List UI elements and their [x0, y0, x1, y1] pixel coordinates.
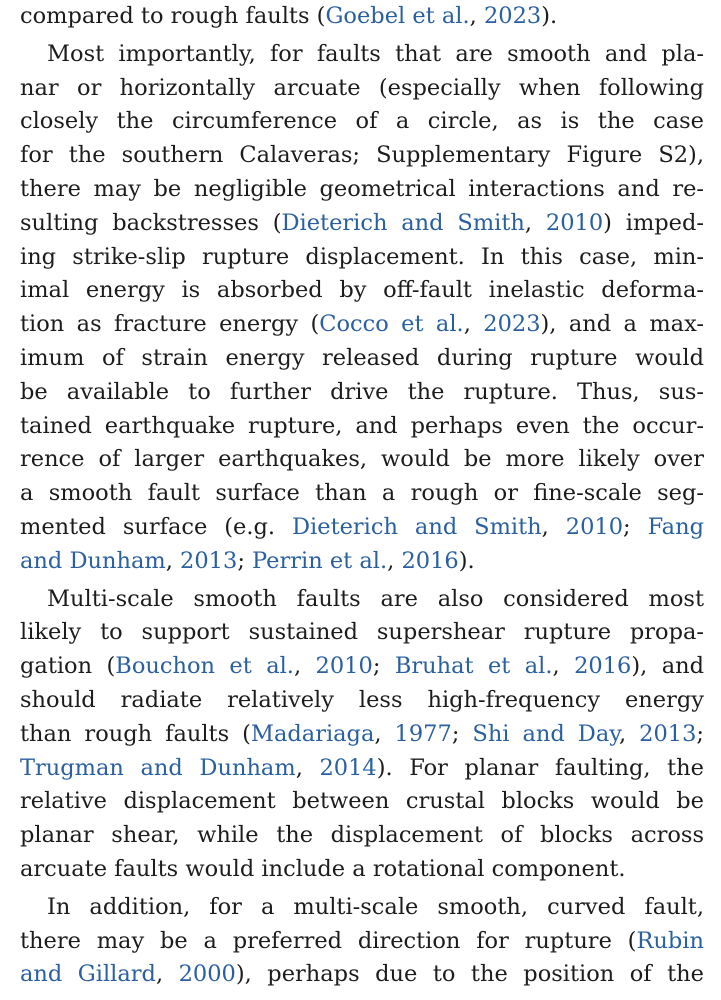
paragraph-preferred-direction [20, 891, 704, 992]
citation-year-link[interactable]: 2016 [401, 547, 459, 574]
text-line: Multi-scale smooth faults are also considered most [47, 585, 704, 612]
paragraph-multiscale-faults [20, 583, 704, 887]
text-line: should radiate relatively less high-frequency energy [20, 686, 704, 713]
citation-cocco-2023[interactable]: Cocco et al. [319, 311, 464, 338]
citation-fang-dunham-2013[interactable]: and Dunham [20, 547, 166, 574]
citation-madariaga-1977[interactable]: Madariaga [250, 720, 375, 747]
document-page [20, 0, 704, 992]
text-line: ing strike-slip rupture displacement. In this case, min- [20, 243, 704, 270]
citation-perrin-2016[interactable]: Perrin et al. [252, 547, 388, 574]
text-line: be available to further drive the rupture. Thus, sus- [20, 378, 704, 405]
citation-dieterich-smith-2010[interactable]: Dieterich and Smith [292, 513, 542, 540]
text-line: rence of larger earthquakes, would be more likely over [20, 446, 704, 473]
citation-year-link[interactable]: 2013 [180, 547, 238, 574]
text-line: compared to rough faults (Goebel et al., 2023). [20, 3, 558, 29]
text-line: a smooth fault surface than a rough or fine-scale seg- [20, 480, 704, 507]
citation-fang-dunham-2013[interactable]: Fang [647, 513, 704, 540]
text-line: Most importantly, for faults that are smooth and pla- [47, 40, 704, 67]
text-line: tained earthquake rupture, and perhaps even the occur- [20, 412, 704, 439]
citation-year-link[interactable]: 2010 [545, 209, 604, 236]
citation-year-link[interactable]: 2016 [574, 653, 632, 680]
text-line: relative displacement between crustal blocks would be [20, 788, 704, 815]
citation-trugman-dunham-2014[interactable]: Trugman and Dunham [20, 754, 296, 781]
text-line: likely to support sustained supershear rupture propa- [20, 619, 704, 646]
citation-year-link[interactable]: 2010 [565, 513, 624, 540]
text-line: and Dunham, 2013; Perrin et al., 2016). [20, 547, 475, 574]
citation-rubin-gillard-2000[interactable]: and Gillard [20, 961, 156, 988]
text-line: and Gillard, 2000), perhaps due to the position of the [20, 961, 704, 988]
citation-bruhat-2016[interactable]: Bruhat et al. [394, 653, 553, 680]
text-line: planar shear, while the displacement of blocks across [20, 822, 704, 849]
citation-year-link[interactable]: 2010 [315, 653, 373, 680]
text-line: imal energy is absorbed by off-fault inelastic deforma- [20, 277, 704, 304]
paragraph-smooth-faults [20, 38, 704, 579]
text-line: imum of strain energy released during rupture would [20, 344, 704, 371]
text-line: for the southern Calaveras; Supplementary Figure S2), [20, 142, 704, 169]
citation-year-link[interactable]: 2014 [319, 754, 377, 781]
citation-rubin-gillard-2000[interactable]: Rubin [636, 927, 704, 954]
citation-shi-day-2013[interactable]: Shi and Day [472, 720, 619, 747]
citation-year-link[interactable]: 2000 [178, 961, 236, 988]
citation-year-link[interactable]: 2013 [639, 720, 697, 747]
citation-goebel-2023[interactable]: Goebel et al. [325, 3, 470, 29]
citation-year-link[interactable]: 2023 [483, 311, 541, 338]
text-line: arcuate faults would include a rotational component. [20, 855, 626, 882]
text-line: In addition, for a multi-scale smooth, curved fault, [47, 893, 704, 920]
text-line: mented surface (e.g. Dieterich and Smith, 2010; Fang [20, 513, 704, 540]
text-line: sulting backstresses (Dieterich and Smith, 2010) imped- [20, 209, 705, 236]
text-line: closely the circumference of a circle, as is the case [20, 108, 704, 135]
text-line: nar or horizontally arcuate (especially when following [20, 74, 704, 101]
text-line: gation (Bouchon et al., 2010; Bruhat et al., 2016), and [20, 653, 705, 680]
text-line: there may be a preferred direction for rupture (Rubin [20, 927, 704, 954]
citation-bouchon-2010[interactable]: Bouchon et al. [115, 653, 294, 680]
citation-year-link[interactable]: 1977 [394, 720, 452, 747]
text-line: Trugman and Dunham, 2014). For planar faulting, the [20, 754, 704, 781]
text-line: than rough faults (Madariaga, 1977; Shi and Day, 2013; [20, 720, 705, 747]
text-line: tion as fracture energy (Cocco et al., 2023), and a max- [20, 311, 704, 338]
citation-year-link[interactable]: 2023 [483, 3, 542, 29]
citation-dieterich-smith-2010[interactable]: Dieterich and Smith [281, 209, 525, 236]
text-line: there may be negligible geometrical interactions and re- [20, 175, 704, 202]
paragraph-continuation [20, 0, 704, 34]
